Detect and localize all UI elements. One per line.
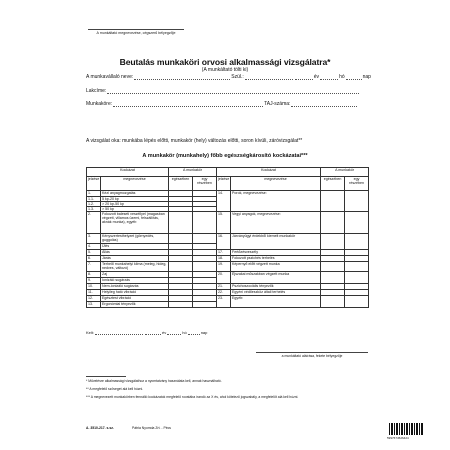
risk-name: Ülés [101,244,169,250]
job-row [86,101,358,107]
job-group-header-left: A munkakör [169,168,217,177]
col-name-right: megnevezése [231,177,321,191]
name-row [86,74,371,80]
birthplace-field[interactable] [245,74,293,80]
risk-part-checkbox[interactable] [345,272,369,284]
risk-name: Ergonómiai tényezők [101,302,169,308]
risk-code: 3. [87,234,101,244]
risk-code: 9. [87,278,101,284]
col-code-right: jelzése [217,177,231,191]
risk-name: Fertőzésveszély [231,250,321,256]
month-label: hó [339,74,345,80]
risk-code: 4. [87,244,101,250]
risk-name: Fokozott baleseti veszéllyel (magasban végzett, villamos üzemi, felszállítás, aknák munka), egyéb [101,212,169,234]
risk-code: 19. [217,262,231,272]
risk-name: 5 kp-20 kp [101,197,169,202]
risk-name: Porok, megnevezése: [231,191,321,212]
barcode-number: 5997674526424 [387,436,409,440]
risk-whole-checkbox[interactable] [321,212,345,234]
barcode-image [389,423,423,435]
risk-code: 15. [217,212,231,234]
birth-month-field[interactable] [320,74,338,80]
signature-caption: a munkáltató aláírása, fekete bélyegzője [281,354,343,358]
risk-name: Vegyi anyagok, megnevezése: [231,212,321,234]
risk-code: 1.3. [87,207,101,212]
date-row [86,330,207,335]
risk-part-checkbox[interactable] [193,302,217,308]
risk-whole-checkbox[interactable] [169,212,193,234]
date-place-field[interactable] [95,330,143,335]
risk-whole-checkbox[interactable] [169,262,193,272]
date-year-label: év [162,330,167,335]
taj-field[interactable] [291,101,357,107]
risk-name: Pszichoszociális tényezők [231,284,321,290]
born-label: Szül.: [231,74,244,80]
birth-day-field[interactable] [346,74,362,80]
risk-code: 17. [217,250,231,256]
risk-code: 12. [87,296,101,302]
form-code: A. 3510-217. s.sz. [86,426,114,430]
form-subtitle: (A munkáltató tölti ki) [201,67,249,73]
risk-code: 1. [87,191,101,197]
risk-whole-checkbox[interactable] [321,234,345,250]
risk-part-checkbox[interactable] [193,234,217,244]
risk-code: 22. [217,290,231,296]
year-label: év [313,74,320,80]
taj-label: TAJ-száma: [264,101,291,107]
risk-name: Ionizáló sugárzás [101,278,169,284]
date-month-label: hó [182,330,187,335]
risk-code: 1.1. [87,197,101,202]
risk-name: Járványügyi érdekből kiemelt munkakör [231,234,321,250]
risk-whole-checkbox[interactable] [321,272,345,284]
risk-code: 13. [87,302,101,308]
risk-name: Kézi anyagmozgatás [101,191,169,197]
risk-group-header-left: Kockázat [87,168,169,177]
footnote-2: ** A megfelelő szöveget alá kell húzni. [86,387,144,391]
risk-name: Éjszakai műszakban végzett munka [231,272,321,284]
birth-year-field[interactable] [295,74,313,80]
risk-name: Egésztest vibráció [101,296,169,302]
risk-whole-checkbox[interactable] [169,302,193,308]
date-month-field[interactable] [167,330,181,335]
risk-code: 10. [87,284,101,290]
date-day-field[interactable] [188,330,200,335]
risk-name: Fokozott pszichés terhelés [231,256,321,262]
col-part-left: egy részében [193,177,217,191]
risk-code: 6. [87,256,101,262]
name-label: A munkavállaló neve: [86,74,134,80]
risk-section-title: A munkakör (munkahely) főbb egészségkárosító kockázatai*** [142,153,308,159]
risk-name: Helyileg ható vibráció [101,290,169,296]
risk-code: 7. [87,262,101,272]
job-label: Munkaköre: [86,101,113,107]
risk-part-checkbox[interactable] [345,296,369,308]
col-name-left: megnevezése [101,177,169,191]
risk-code: 2. [87,212,101,234]
footnote-3: *** A megnevezett munkakörben fennálló kockázatok megfelelő rovatába írandó az X és, ahol kötelező jogszabály, a megfelelőt alá kell húzni. [86,395,299,399]
exam-reason: A vizsgálat oka: munkába lépés előtti, munkakör (hely) változás előtti, soron kívüli, záróvizsgálat** [86,138,303,144]
risk-code: 23. [217,296,231,308]
risk-table-body [87,191,369,308]
footnote-1: * Művelésre alkalmassági vizsgálathoz a nyomtatvány használata kell, annak használható. [86,379,222,383]
col-code-left: jelzése [87,177,101,191]
date-day-label: nap [200,330,208,335]
risk-name: Nem-ionizáló sugárzás [101,284,169,290]
risk-name: > 20 kp-50 kp [101,202,169,207]
job-field[interactable] [113,101,263,107]
risk-table [86,167,369,308]
risk-code: 14. [217,191,231,212]
day-label: nap [362,74,371,80]
risk-name: Képernyő előtt végzett munka [231,262,321,272]
risk-part-checkbox[interactable] [193,212,217,234]
risk-name: Zaj [101,272,169,278]
address-label: Lakcíme: [86,88,107,94]
risk-code: 5. [87,250,101,256]
publisher: Pátria Nyomda Zrt. - Pécs [132,426,172,430]
risk-name: Kényszertesthelyzet (görnyedés, guggolás) [101,234,169,244]
col-part-right: egy részében [345,177,369,191]
name-field[interactable] [134,74,230,80]
risk-whole-checkbox[interactable] [321,191,345,212]
footnote-divider [86,376,126,377]
risk-code: 11. [87,290,101,296]
risk-name: Állás [101,250,169,256]
risk-whole-checkbox[interactable] [321,262,345,272]
risk-name: Egyéb: [231,296,321,308]
address-row [86,88,360,94]
risk-whole-checkbox[interactable] [169,234,193,244]
table-row [87,212,369,234]
risk-name: Terhelő munkahelyi klíma (meleg, hideg, nedves, változó) [101,262,169,272]
risk-part-checkbox[interactable] [345,262,369,272]
risk-part-checkbox[interactable] [345,191,369,212]
risk-name: Járás [101,256,169,262]
risk-part-checkbox[interactable] [193,262,217,272]
form-title: Beutalás munkaköri orvosi alkalmassági vizsgálatra* [119,57,331,67]
date-label: Kelt: [86,330,95,335]
risk-part-checkbox[interactable] [345,212,369,234]
address-field[interactable] [107,88,359,94]
risk-code: 21. [217,284,231,290]
risk-name: > 50 kp [101,207,169,212]
risk-code: 8. [87,272,101,278]
risk-name: Egyéni védőeszköz általi terhelés [231,290,321,296]
signature-line [256,352,368,353]
stamp-caption: A munkáltató megnevezése, cégszerű bélyegzője [96,31,176,35]
risk-code: 16. [217,234,231,250]
table-row [87,262,369,272]
risk-group-header-right: Kockázat [217,168,321,177]
risk-part-checkbox[interactable] [345,234,369,250]
risk-code: 1.2. [87,202,101,207]
table-row [87,234,369,244]
job-group-header-right: A munkakör [321,168,369,177]
col-whole-right: egészében [321,177,345,191]
date-year-field[interactable] [145,330,161,335]
stamp-signature-line [88,29,184,30]
col-whole-left: egészében [169,177,193,191]
risk-code: 18. [217,256,231,262]
risk-whole-checkbox[interactable] [321,296,345,308]
risk-code: 20. [217,272,231,284]
